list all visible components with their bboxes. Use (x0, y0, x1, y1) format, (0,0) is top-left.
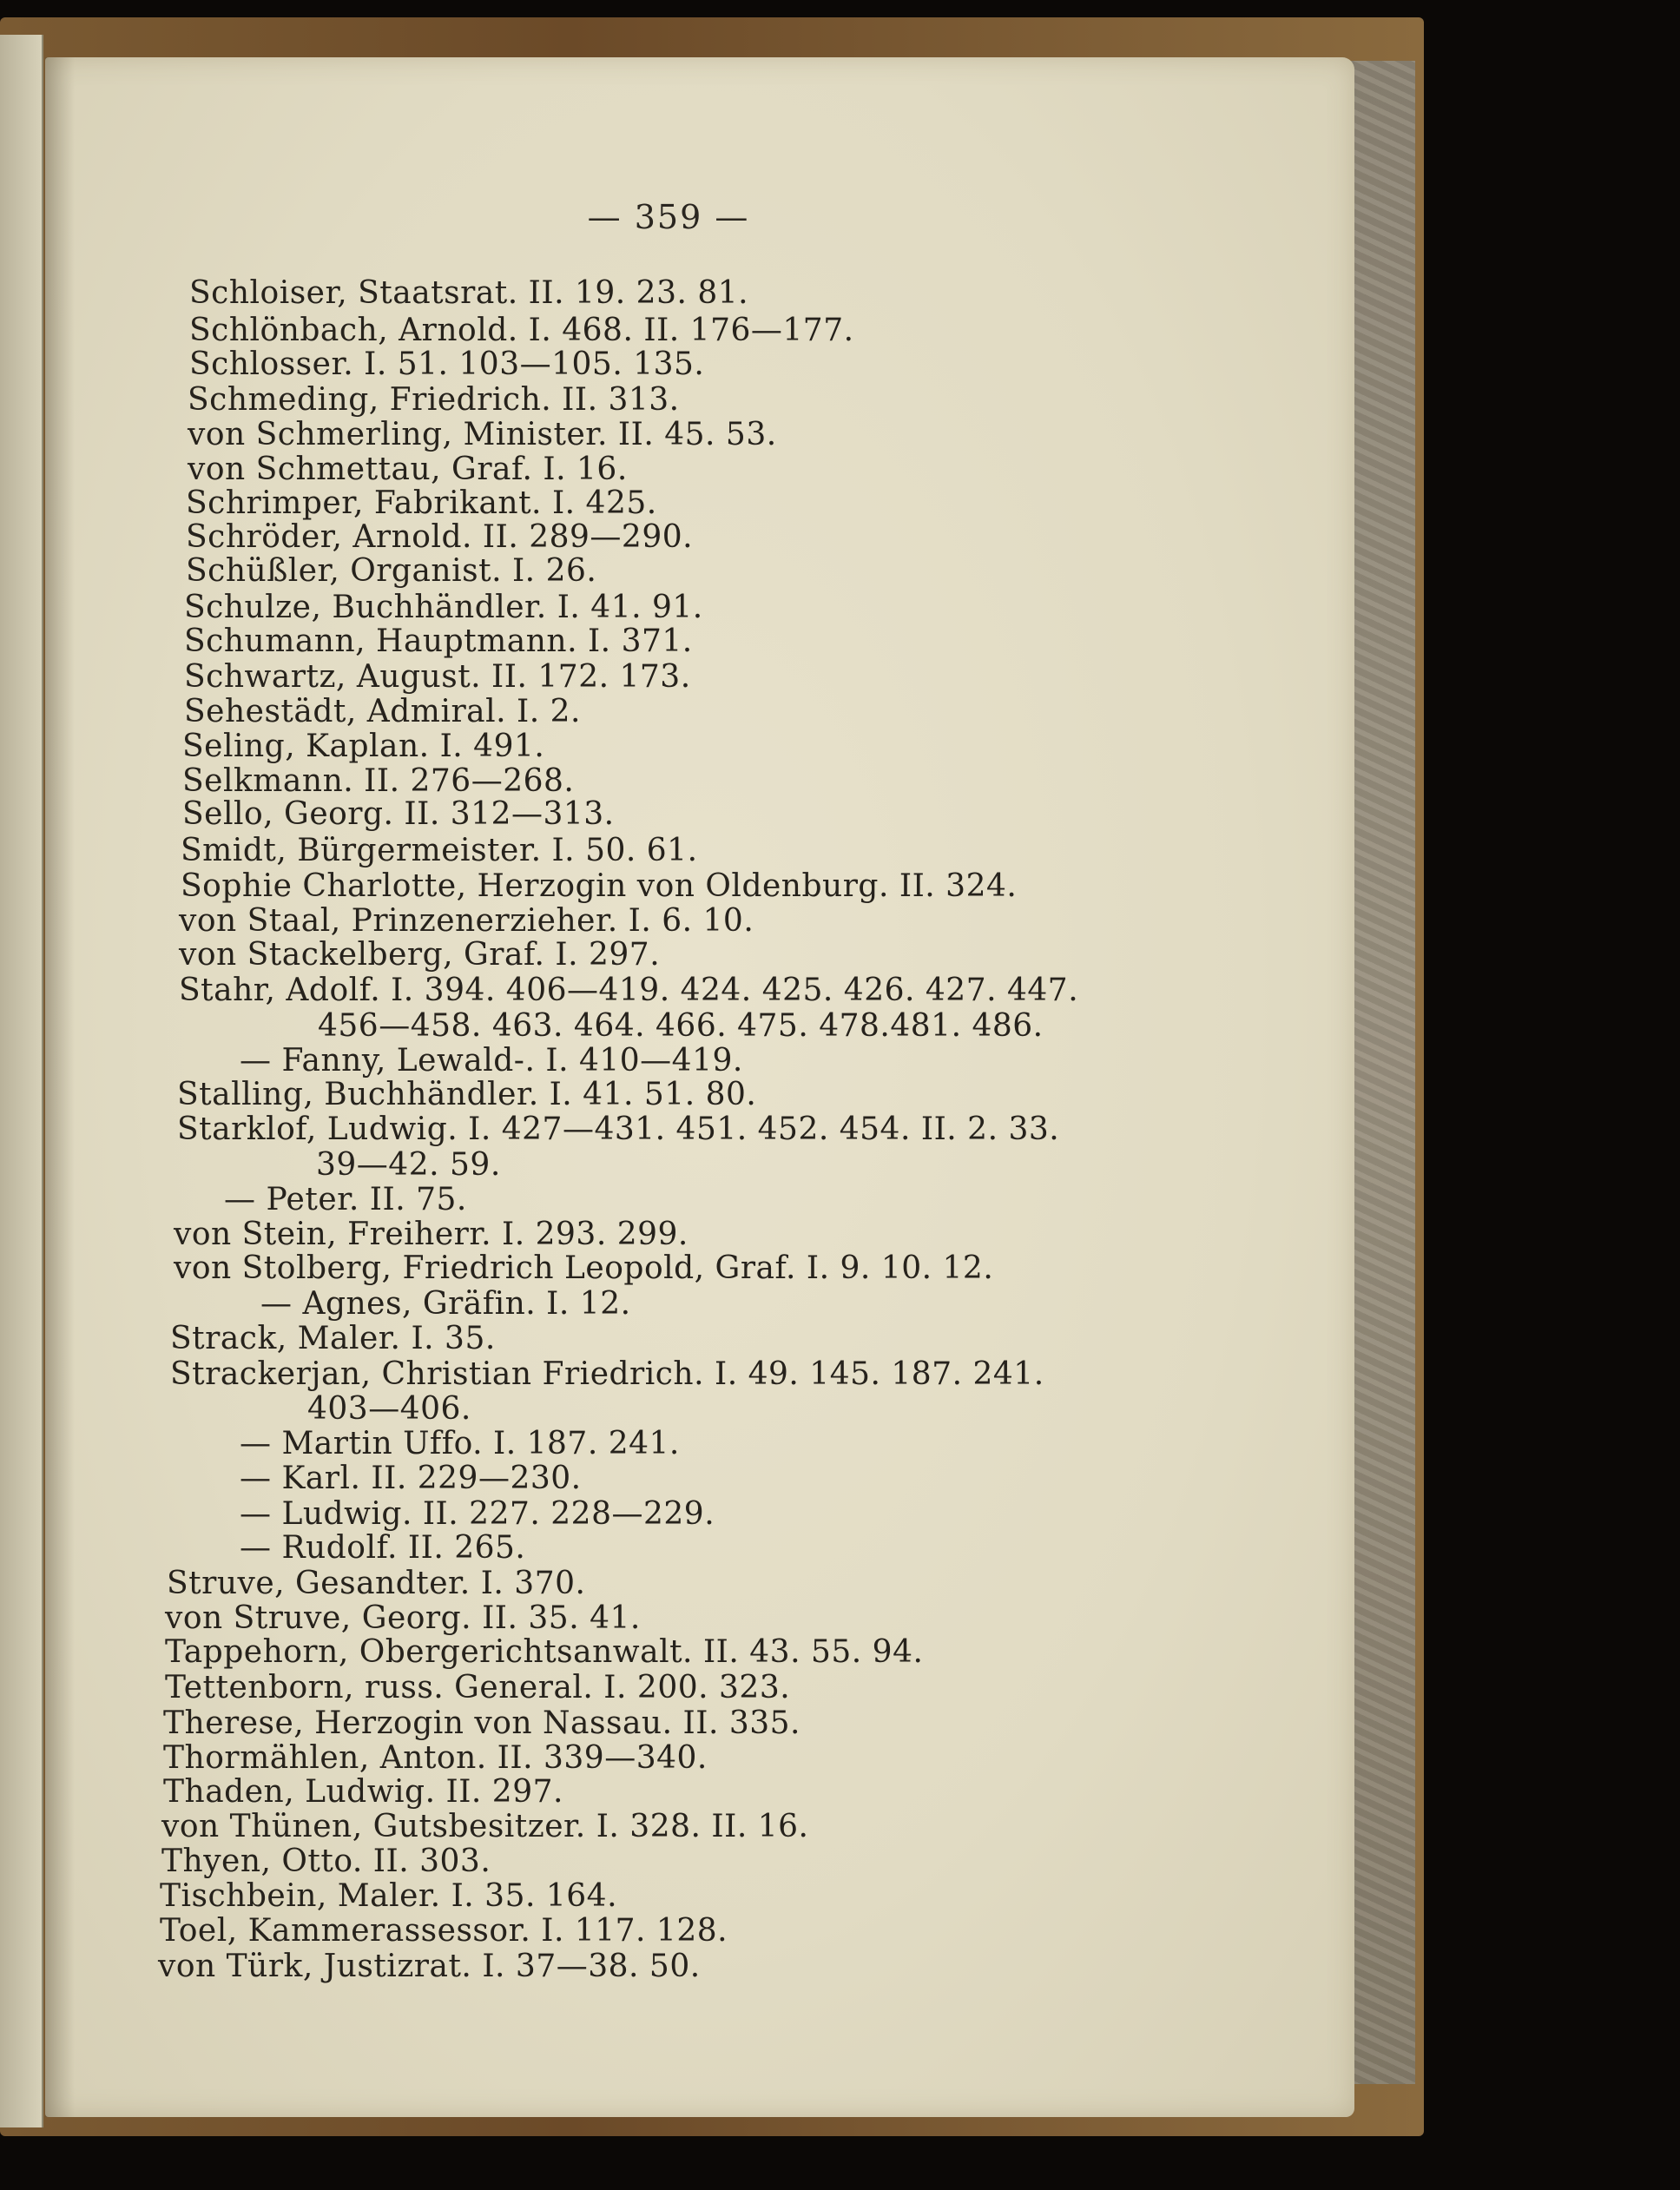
index-entry: Strack, Maler. I. 35. (170, 1321, 496, 1356)
index-entry-continuation: 39—42. 59. (316, 1147, 501, 1183)
index-entry: Thaden, Ludwig. II. 297. (163, 1774, 563, 1810)
index-entry: Schloiser, Staatsrat. II. 19. 23. 81. (189, 275, 749, 311)
index-entry: Tettenborn, russ. General. I. 200. 323. (165, 1670, 791, 1705)
index-entry: Schumann, Hauptmann. I. 371. (184, 623, 693, 659)
index-entry: Sello, Georg. II. 312—313. (182, 796, 615, 832)
index-entry: Schröder, Arnold. II. 289—290. (186, 519, 694, 555)
index-entry: Schlönbach, Arnold. I. 468. II. 176—177. (189, 313, 854, 348)
index-entry: Tappehorn, Obergerichtsanwalt. II. 43. 55. 94. (165, 1634, 924, 1670)
index-entry: Schlosser. I. 51. 103—105. 135. (189, 346, 705, 382)
index-entry: — Agnes, Gräfin. I. 12. (260, 1286, 631, 1322)
index-entry: Therese, Herzogin von Nassau. II. 335. (163, 1705, 800, 1741)
index-entry: Starklof, Ludwig. I. 427—431. 451. 452. 454. II. 2. 33. (177, 1111, 1060, 1147)
index-entry: Toel, Kammerassessor. I. 117. 128. (160, 1913, 728, 1949)
index-entry: Sophie Charlotte, Herzogin von Oldenburg. II. 324. (181, 868, 1018, 904)
index-entry-continuation: 456—458. 463. 464. 466. 475. 478.481. 486. (318, 1008, 1044, 1044)
index-entry: von Schmettau, Graf. I. 16. (188, 452, 628, 487)
index-entry: Tischbein, Maler. I. 35. 164. (160, 1878, 618, 1914)
index-entry: — Martin Uffo. I. 187. 241. (240, 1426, 680, 1461)
index-entry: Stahr, Adolf. I. 394. 406—419. 424. 425. 426. 427. 447. (179, 973, 1079, 1008)
index-entry: Schmeding, Friedrich. II. 313. (188, 382, 680, 418)
index-entry: Schrimper, Fabrikant. I. 425. (186, 485, 657, 521)
index-entry: Stalling, Buchhändler. I. 41. 51. 80. (177, 1077, 757, 1112)
index-entry: Sehestädt, Admiral. I. 2. (184, 694, 581, 729)
index-entry: Seling, Kaplan. I. 491. (182, 729, 545, 764)
index-entry: Schüßler, Organist. I. 26. (186, 553, 597, 589)
index-entry-continuation: 403—406. (307, 1391, 471, 1427)
index-entry: Smidt, Bürgermeister. I. 50. 61. (181, 833, 698, 868)
index-entry: von Schmerling, Minister. II. 45. 53. (188, 417, 777, 452)
index-entry: Schulze, Buchhändler. I. 41. 91. (184, 590, 703, 625)
index-entry: von Stackelberg, Graf. I. 297. (179, 937, 661, 973)
index-entry: von Stolberg, Friedrich Leopold, Graf. I. 9. 10. 12. (174, 1250, 994, 1286)
index-entry: Schwartz, August. II. 172. 173. (184, 659, 691, 695)
index-entry: von Stein, Freiherr. I. 293. 299. (174, 1217, 688, 1252)
index-entry: von Staal, Prinzenerzieher. I. 6. 10. (179, 903, 754, 939)
index-entry: Thormählen, Anton. II. 339—340. (163, 1740, 708, 1776)
index-entry: — Peter. II. 75. (224, 1182, 467, 1217)
index-entry: — Rudolf. II. 265. (240, 1530, 526, 1566)
index-entry: Strackerjan, Christian Friedrich. I. 49. 145. 187. 241. (170, 1356, 1044, 1392)
index-entry: von Türk, Justizrat. I. 37—38. 50. (158, 1949, 701, 1984)
index-entry: — Fanny, Lewald-. I. 410—419. (240, 1043, 743, 1079)
index-entry: — Ludwig. II. 227. 228—229. (240, 1496, 715, 1532)
index-entry: von Thünen, Gutsbesitzer. I. 328. II. 16. (161, 1809, 809, 1844)
index-entry: Thyen, Otto. II. 303. (161, 1844, 491, 1879)
index-entry: — Karl. II. 229—230. (240, 1461, 582, 1496)
index-entry: Selkmann. II. 276—268. (182, 763, 575, 799)
index-entry: von Struve, Georg. II. 35. 41. (165, 1600, 641, 1636)
page-number: — 359 — (587, 198, 750, 236)
index-entry: Struve, Gesandter. I. 370. (167, 1566, 586, 1601)
